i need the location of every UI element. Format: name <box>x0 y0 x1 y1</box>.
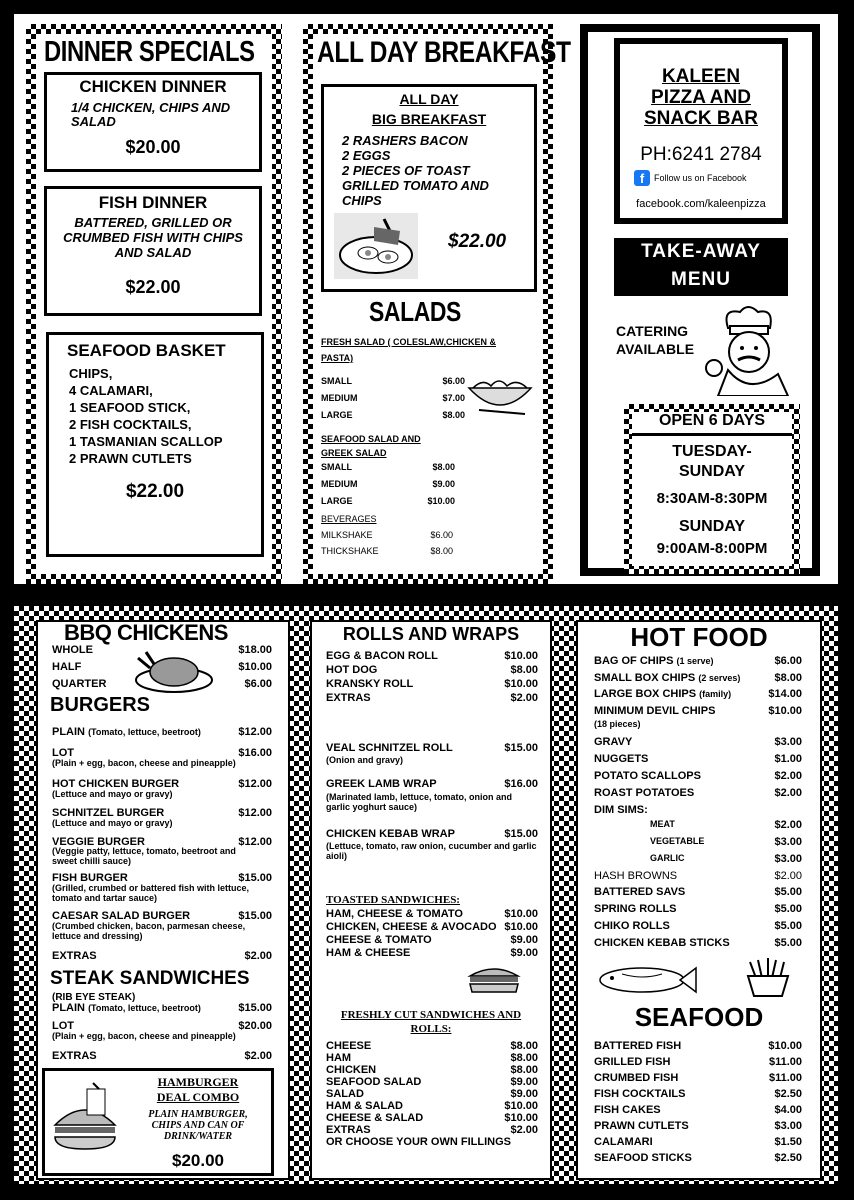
catering-line: CATERING <box>616 323 689 339</box>
item-name: HALF <box>52 661 82 673</box>
item-note: (Tomato, lettuce, beetroot) <box>88 727 201 737</box>
fresh-sandwiches-title-line: FRESHLY CUT SANDWICHES AND <box>340 1009 522 1021</box>
fresh-sandwiches-title-line: ROLLS: <box>410 1023 452 1035</box>
beverage-row <box>321 530 453 540</box>
item-name: BATTERED FISH <box>594 1040 682 1052</box>
sandwich-row <box>326 1088 538 1100</box>
price: $10.00 <box>504 678 538 690</box>
item-name: CHICKEN KEBAB WRAP <box>326 828 455 840</box>
hot-food-row <box>594 870 802 882</box>
item-name: GRILLED FISH <box>594 1056 671 1068</box>
item-description: (Grilled, crumbed or battered fish with lettuce, tomato and tartar sauce) <box>52 883 250 903</box>
item-name: CHEESE & TOMATO <box>326 934 432 946</box>
chips-icon <box>744 958 792 998</box>
salad-bowl-icon <box>465 374 535 418</box>
seafood-salad-row <box>321 462 455 472</box>
item-name: HAM & SALAD <box>326 1100 403 1112</box>
item-name: SEAFOOD SALAD <box>326 1076 422 1088</box>
item-name: FISH CAKES <box>594 1104 661 1116</box>
hot-food-row <box>594 937 802 949</box>
seafood-basket-box <box>46 332 264 557</box>
toasted-row <box>326 934 538 946</box>
roll-row <box>326 678 538 690</box>
price: $5.00 <box>774 920 802 932</box>
shop-name-line: KALEEN <box>661 66 741 87</box>
price: $10.00 <box>504 921 538 933</box>
item-name: MINIMUM DEVIL CHIPS <box>594 705 716 717</box>
item-name: CHIKO ROLLS <box>594 920 670 932</box>
size-label: MEDIUM <box>321 479 358 489</box>
item-description: (Crumbed chicken, bacon, parmesan cheese, lettuce and dressing) <box>52 921 246 941</box>
item-description: (Marinated lamb, lettuce, tomato, onion and garlic yoghurt sauce) <box>326 792 513 812</box>
seafood-row <box>594 1056 802 1068</box>
breakfast-panel <box>313 34 571 574</box>
hot-food-row <box>594 886 802 898</box>
item-name: BAG OF CHIPS <box>594 655 674 667</box>
item-description: (Lettuce and mayo or gravy) <box>52 789 173 799</box>
shop-name-line: PIZZA AND <box>651 87 751 108</box>
price: $5.00 <box>774 903 802 915</box>
item-name: GRAVY <box>594 736 633 748</box>
item-note: (family) <box>699 689 732 699</box>
steak-row <box>52 1002 272 1014</box>
item-name: VEGETABLE <box>650 836 705 846</box>
price: $4.00 <box>774 1104 802 1116</box>
big-breakfast-title-2: BIG BREAKFAST <box>371 111 487 127</box>
beverage-row <box>321 546 453 556</box>
price: $2.50 <box>774 1088 802 1100</box>
item-name: EXTRAS <box>52 1050 97 1062</box>
hot-food-row <box>594 672 802 684</box>
price: $8.00 <box>430 546 453 556</box>
price: $16.00 <box>238 747 272 759</box>
price: $15.00 <box>504 828 538 840</box>
item-description: (Onion and gravy) <box>326 755 404 765</box>
item-name: LOT <box>52 1020 74 1032</box>
shop-name <box>620 66 782 129</box>
item-name: CHICKEN, CHEESE & AVOCADO <box>326 921 497 933</box>
facebook-icon[interactable]: f <box>634 170 650 186</box>
logo-box <box>620 44 782 218</box>
price: $6.00 <box>442 376 465 386</box>
item-description: (Plain + egg, bacon, cheese and pineapple) <box>52 758 236 768</box>
steak-subtitle: (RIB EYE STEAK) <box>52 992 136 1003</box>
item-name: CRUMBED FISH <box>594 1072 679 1084</box>
price: $20.00 <box>238 1020 272 1032</box>
hot-food-row <box>594 903 802 915</box>
weekday-hours: 8:30AM-8:30PM <box>656 490 768 507</box>
price: $10.00 <box>427 496 455 506</box>
hot-food-title: HOT FOOD <box>630 622 768 652</box>
item-name: CHICKEN KEBAB STICKS <box>594 937 730 949</box>
fish-icon <box>592 960 700 1000</box>
item-name: LARGE BOX CHIPS <box>594 688 697 700</box>
big-breakfast-item: CHIPS <box>342 193 382 208</box>
item-name: CHICKEN <box>326 1064 377 1076</box>
fresh-salad-heading: FRESH SALAD ( COLESLAW,CHICKEN & PASTA) <box>321 337 497 363</box>
item-name: FISH COCKTAILS <box>594 1088 686 1100</box>
price: $12.00 <box>238 836 272 848</box>
price: $5.00 <box>774 937 802 949</box>
price: $3.00 <box>774 853 802 865</box>
item-name: LOT <box>52 747 74 759</box>
roll-row <box>326 692 538 704</box>
seafood-salad-row <box>321 479 455 489</box>
seafood-basket-item: 1 TASMANIAN SCALLOP <box>69 434 223 449</box>
seafood-basket-item: 1 SEAFOOD STICK, <box>69 400 191 415</box>
catering-line: AVAILABLE <box>616 341 695 357</box>
seafood-basket-item: 4 CALAMARI, <box>69 383 153 398</box>
price: $2.00 <box>510 692 538 704</box>
combo-box <box>42 1068 274 1176</box>
sunday-hours: 9:00AM-8:00PM <box>656 540 768 557</box>
item-name: VEGGIE BURGER <box>52 836 145 848</box>
price: $7.00 <box>442 393 465 403</box>
seafood-row <box>594 1040 802 1052</box>
seafood-basket-item: 2 PRAWN CUTLETS <box>69 451 192 466</box>
hours-box <box>632 412 792 566</box>
big-breakfast-box <box>321 84 537 292</box>
big-breakfast-item: 2 RASHERS BACON <box>342 133 468 148</box>
price: $8.00 <box>510 664 538 676</box>
seafood-row <box>594 1072 802 1084</box>
item-name: SALAD <box>326 1088 364 1100</box>
price: $2.00 <box>244 950 272 962</box>
seafood-row <box>594 1104 802 1116</box>
hot-food-row <box>594 753 802 765</box>
sandwich-row <box>326 1064 538 1076</box>
beverages-heading: BEVERAGES <box>321 514 377 524</box>
item-name: PRAWN CUTLETS <box>594 1120 689 1132</box>
item-description: (Lettuce, tomato, raw onion, cucumber and garlic aioli) <box>326 841 537 861</box>
item-name: HASH BROWNS <box>594 870 678 882</box>
big-breakfast-item: 2 EGGS <box>342 148 391 163</box>
price: $10.00 <box>504 650 538 662</box>
item-name: HAM & CHEESE <box>326 947 411 959</box>
days-line: TUESDAY- <box>672 443 752 460</box>
price: $10.00 <box>238 661 272 673</box>
price: $15.00 <box>238 910 272 922</box>
seafood-salad-heading: SEAFOOD SALAD AND GREEK SALAD <box>321 434 421 458</box>
seafood-row <box>594 1088 802 1100</box>
shop-name-line: SNACK BAR <box>644 108 758 129</box>
chicken-dinner-title: CHICKEN DINNER <box>79 77 227 96</box>
price: $9.00 <box>510 1088 538 1100</box>
price: $6.00 <box>774 655 802 667</box>
fish-dinner-desc: BATTERED, GRILLED OR CRUMBED FISH WITH CHIPS AND SALAD <box>63 215 243 260</box>
combo-title-line: HAMBURGER <box>157 1075 239 1089</box>
price: $2.00 <box>774 819 802 831</box>
takeaway-line: TAKE-AWAY <box>641 241 761 262</box>
dinner-specials-title: DINNER SPECIALS <box>44 36 255 68</box>
price: $15.00 <box>504 742 538 754</box>
price: $8.00 <box>442 410 465 420</box>
big-breakfast-title-1: ALL DAY <box>399 91 459 107</box>
item-name: MEAT <box>650 819 675 829</box>
item-name: NUGGETS <box>594 753 649 765</box>
hot-food-row <box>594 688 802 700</box>
burgers-panel <box>36 620 290 1180</box>
item-name: SEAFOOD STICKS <box>594 1152 692 1164</box>
fish-dinner-title: FISH DINNER <box>98 193 208 212</box>
steak-title: STEAK SANDWICHES <box>50 968 250 989</box>
seafood-basket-item: CHIPS, <box>69 366 113 381</box>
item-description: (Plain + egg, bacon, cheese and pineapple) <box>52 1031 236 1041</box>
price: $8.00 <box>510 1040 538 1052</box>
steak-row <box>52 1050 272 1062</box>
item-name: EGG & BACON ROLL <box>326 650 438 662</box>
fish-dinner-price: $22.00 <box>125 277 181 297</box>
beverage-label: THICKSHAKE <box>321 546 379 556</box>
price: $10.00 <box>504 908 538 920</box>
roll-row <box>326 650 538 662</box>
opening-days <box>632 442 792 482</box>
menu-front-sheet <box>14 14 838 584</box>
item-name: KRANSKY ROLL <box>326 678 414 690</box>
item-name: BATTERED SAVS <box>594 886 686 898</box>
dim-sim-row <box>650 836 802 846</box>
toasted-row <box>326 921 538 933</box>
price: $3.00 <box>774 1120 802 1132</box>
price: $8.00 <box>774 672 802 684</box>
item-name: PLAIN <box>52 1002 85 1014</box>
sandwich-row <box>326 1052 538 1064</box>
toasted-row <box>326 947 538 959</box>
dinner-specials-panel <box>36 34 272 574</box>
rolls-panel <box>310 620 552 1180</box>
big-breakfast-item: 2 PIECES OF TOAST <box>342 163 470 178</box>
price: $2.00 <box>774 787 802 799</box>
price: $9.00 <box>432 479 455 489</box>
takeaway-line: MENU <box>671 269 731 290</box>
price: $2.00 <box>510 1124 538 1136</box>
seafood-basket-price: $22.00 <box>125 481 185 502</box>
hot-food-row <box>594 705 802 717</box>
takeaway-banner <box>614 238 788 296</box>
fresh-sandwiches-title <box>324 1008 538 1036</box>
breakfast-title: ALL DAY BREAKFAST <box>317 36 571 69</box>
size-label: LARGE <box>321 410 353 420</box>
burger-row <box>52 726 272 738</box>
sandwich-row <box>326 1076 538 1088</box>
burger-combo-icon <box>49 1081 121 1161</box>
item-name: SPRING ROLLS <box>594 903 677 915</box>
price: $2.00 <box>774 770 802 782</box>
roast-chicken-icon <box>132 650 216 694</box>
price: $14.00 <box>768 688 802 700</box>
seafood-basket-list <box>69 365 223 467</box>
sandwich-row <box>326 1112 538 1124</box>
price: $12.00 <box>238 726 272 738</box>
big-breakfast-list <box>342 133 489 208</box>
price: $6.00 <box>244 678 272 690</box>
roll-row <box>326 664 538 676</box>
combo-desc: PLAIN HAMBURGER, CHIPS AND CAN OF DRINK/WATER <box>148 1109 248 1142</box>
roll-row <box>326 778 538 790</box>
item-name: POTATO SCALLOPS <box>594 770 701 782</box>
price: $12.00 <box>238 778 272 790</box>
hot-food-row <box>594 736 802 748</box>
info-panel <box>588 32 812 568</box>
price: $16.00 <box>504 778 538 790</box>
burger-row <box>52 950 272 962</box>
item-name: DIM SIMS: <box>594 804 648 816</box>
seafood-salad-row <box>321 496 455 506</box>
seafood-row <box>594 1152 802 1164</box>
seafood-title: SEAFOOD <box>634 1002 764 1032</box>
item-name: CALAMARI <box>594 1136 653 1148</box>
fresh-salad-row <box>321 410 465 420</box>
price: $6.00 <box>430 530 453 540</box>
open-days-title: OPEN 6 DAYS <box>632 412 792 436</box>
phone-number: PH:6241 2784 <box>640 144 762 165</box>
fresh-salad-row <box>321 393 465 403</box>
hot-food-row <box>594 804 802 816</box>
item-note: (Tomato, lettuce, beetroot) <box>88 1003 201 1013</box>
big-breakfast-item: GRILLED TOMATO AND <box>342 178 489 193</box>
item-name: HAM <box>326 1052 352 1064</box>
price: $10.00 <box>504 1112 538 1124</box>
item-name: SCHNITZEL BURGER <box>52 807 165 819</box>
days-line: SUNDAY <box>678 463 746 480</box>
item-name: HOT DOG <box>326 664 378 676</box>
price: $18.00 <box>238 644 272 656</box>
dim-sim-row <box>650 819 802 829</box>
price: $2.00 <box>244 1050 272 1062</box>
size-label: SMALL <box>321 376 352 386</box>
sandwich-row <box>326 1100 538 1112</box>
hot-food-panel <box>576 620 822 1180</box>
hot-food-row <box>594 770 802 782</box>
hot-food-row <box>594 920 802 932</box>
facebook-url[interactable]: facebook.com/kaleenpizza <box>636 198 766 210</box>
price: $10.00 <box>768 1040 802 1052</box>
item-description: (Veggie patty, lettuce, tomato, beetroot and sweet chilli sauce) <box>52 846 236 866</box>
fresh-salad-row <box>321 376 465 386</box>
price: $2.00 <box>774 870 802 882</box>
item-name: HAM, CHEESE & TOMATO <box>326 908 463 920</box>
size-label: SMALL <box>321 462 352 472</box>
chicken-dinner-box <box>44 72 262 172</box>
rolls-title: ROLLS AND WRAPS <box>342 624 520 644</box>
seafood-row <box>594 1120 802 1132</box>
price: $8.00 <box>510 1064 538 1076</box>
fresh-sandwiches-footer: OR CHOOSE YOUR OWN FILLINGS <box>326 1136 511 1148</box>
chicken-dinner-desc: 1/4 CHICKEN, CHIPS AND SALAD <box>71 100 231 129</box>
price: $11.00 <box>768 1056 802 1068</box>
item-name: FISH BURGER <box>52 872 128 884</box>
combo-title-line: DEAL COMBO <box>156 1090 240 1104</box>
big-breakfast-price: $22.00 <box>448 231 507 252</box>
combo-title <box>131 1075 265 1105</box>
item-name: ROAST POTATOES <box>594 787 695 799</box>
sunday-label: SUNDAY <box>678 518 746 535</box>
item-name: EXTRAS <box>326 1124 371 1136</box>
price: $2.50 <box>774 1152 802 1164</box>
catering-text <box>616 322 694 358</box>
menu-back-sheet <box>14 606 838 1184</box>
salads-title: SALADS <box>369 296 461 327</box>
sandwich-icon <box>466 962 522 996</box>
toasted-row <box>326 908 538 920</box>
price: $10.00 <box>504 1100 538 1112</box>
item-name: GARLIC <box>650 853 685 863</box>
chicken-dinner-price: $20.00 <box>125 137 181 157</box>
price: $8.00 <box>432 462 455 472</box>
price: $5.00 <box>774 886 802 898</box>
size-label: MEDIUM <box>321 393 358 403</box>
item-name: PLAIN <box>52 726 85 738</box>
price: $11.00 <box>768 1072 802 1084</box>
price: $12.00 <box>238 807 272 819</box>
item-name: EXTRAS <box>326 692 371 704</box>
price: $15.00 <box>238 872 272 884</box>
price: $9.00 <box>510 1076 538 1088</box>
price: $9.00 <box>510 934 538 946</box>
size-label: LARGE <box>321 496 353 506</box>
hot-food-row <box>594 655 802 667</box>
dim-sim-row <box>650 853 802 863</box>
item-name: GREEK LAMB WRAP <box>326 778 437 790</box>
combo-price: $20.00 <box>172 1151 224 1170</box>
fish-dinner-box <box>44 186 262 316</box>
item-note: (18 pieces) <box>594 719 641 729</box>
item-name: HOT CHICKEN BURGER <box>52 778 180 790</box>
seafood-basket-title: SEAFOOD BASKET <box>67 341 226 360</box>
price: $8.00 <box>510 1052 538 1064</box>
seafood-basket-item: 2 FISH COCKTAILS, <box>69 417 192 432</box>
price: $15.00 <box>238 1002 272 1014</box>
sandwich-row <box>326 1124 538 1136</box>
item-description: (Lettuce and mayo or gravy) <box>52 818 173 828</box>
item-name: WHOLE <box>52 644 93 656</box>
item-name: CAESAR SALAD BURGER <box>52 910 191 922</box>
price: $3.00 <box>774 736 802 748</box>
item-name: EXTRAS <box>52 950 97 962</box>
item-name: CHEESE <box>326 1040 372 1052</box>
price: $3.00 <box>774 836 802 848</box>
sandwich-row <box>326 1040 538 1052</box>
follow-facebook-text: Follow us on Facebook <box>654 173 747 183</box>
bbq-title: BBQ CHICKENS <box>64 620 228 645</box>
beverage-label: MILKSHAKE <box>321 530 373 540</box>
roll-row <box>326 828 538 840</box>
item-name: CHEESE & SALAD <box>326 1112 424 1124</box>
item-name: VEAL SCHNITZEL ROLL <box>326 742 453 754</box>
chef-icon <box>698 304 794 396</box>
item-name: SMALL BOX CHIPS <box>594 672 696 684</box>
price: $10.00 <box>768 705 802 717</box>
price: $1.00 <box>774 753 802 765</box>
item-note: (2 serves) <box>698 673 741 683</box>
roll-row <box>326 742 538 754</box>
breakfast-plate-icon <box>334 213 418 279</box>
item-note: (1 serve) <box>676 656 714 666</box>
toasted-title: TOASTED SANDWICHES: <box>326 894 460 906</box>
item-name: QUARTER <box>52 678 107 690</box>
hot-food-row <box>594 787 802 799</box>
burgers-title: BURGERS <box>50 694 151 716</box>
seafood-row <box>594 1136 802 1148</box>
price: $1.50 <box>774 1136 802 1148</box>
price: $9.00 <box>510 947 538 959</box>
